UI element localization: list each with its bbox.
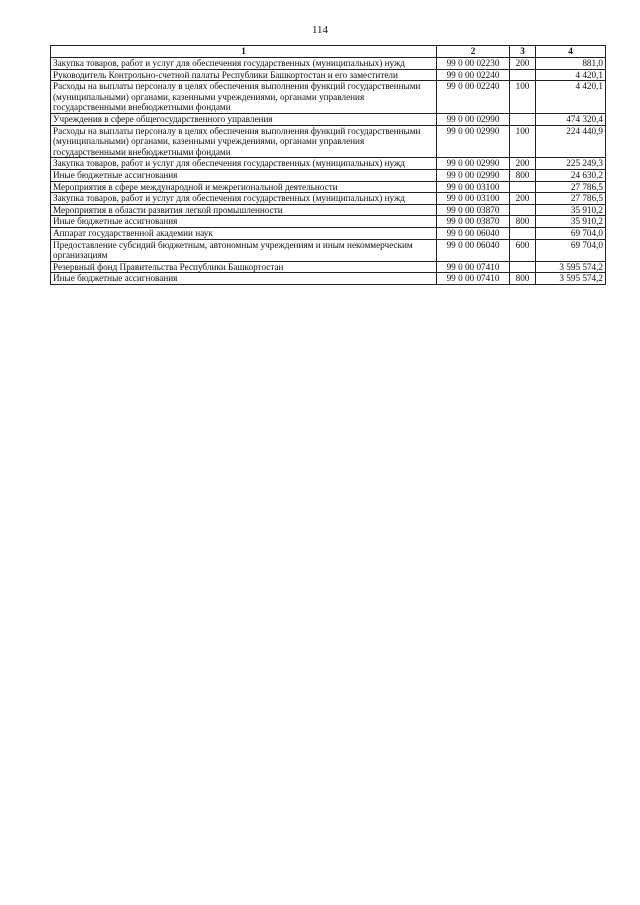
row-amount-cell: 881,0 [536,58,606,70]
row-expense-type-cell: 100 [510,81,536,114]
row-expense-type-cell [510,204,536,216]
row-code-cell: 99 0 00 03100 [437,193,510,205]
row-expense-type-cell: 600 [510,239,536,261]
budget-table [50,45,606,285]
row-amount-cell: 35 910,2 [536,216,606,228]
row-name-cell: Закупка товаров, работ и услуг для обеспечения государственных (муниципальных) нужд [51,193,437,205]
row-expense-type-cell [510,113,536,125]
table-row [51,273,606,285]
page-number: 114 [311,24,329,36]
row-expense-type-cell: 200 [510,158,536,170]
table-row [51,239,606,261]
row-code-cell: 99 0 00 02990 [437,113,510,125]
row-name-cell: Руководитель Контрольно-счетной палаты Республики Башкортостан и его заместители [51,69,437,81]
row-expense-type-cell: 800 [510,169,536,181]
row-amount-cell: 24 630,2 [536,169,606,181]
row-name-cell: Закупка товаров, работ и услуг для обеспечения государственных (муниципальных) нужд [51,158,437,170]
row-code-cell: 99 0 00 03870 [437,204,510,216]
row-code-cell: 99 0 00 06040 [437,239,510,261]
table-row [51,204,606,216]
table-row [51,69,606,81]
table-row [51,261,606,273]
table-body [51,58,606,285]
row-name-cell: Мероприятия в сфере международной и межрегиональной деятельности [51,181,437,193]
table-row [51,193,606,205]
column-header-amount: 4 [536,46,606,58]
row-code-cell: 99 0 00 02990 [437,169,510,181]
row-code-cell: 99 0 00 07410 [437,261,510,273]
row-amount-cell: 69 704,0 [536,239,606,261]
row-amount-cell: 4 420,1 [536,69,606,81]
row-code-cell: 99 0 00 02990 [437,125,510,158]
row-name-cell: Учреждения в сфере общегосударственного управления [51,113,437,125]
row-expense-type-cell [510,69,536,81]
column-header-name: 1 [51,46,437,58]
row-amount-cell: 474 320,4 [536,113,606,125]
row-expense-type-cell: 200 [510,193,536,205]
row-amount-cell: 27 786,5 [536,181,606,193]
row-expense-type-cell [510,227,536,239]
row-expense-type-cell: 100 [510,125,536,158]
table-row [51,227,606,239]
row-amount-cell: 69 704,0 [536,227,606,239]
row-code-cell: 99 0 00 06040 [437,227,510,239]
table-row [51,113,606,125]
row-code-cell: 99 0 00 02990 [437,158,510,170]
row-name-cell: Иные бюджетные ассигнования [51,216,437,228]
table-row [51,58,606,70]
row-amount-cell: 27 786,5 [536,193,606,205]
row-expense-type-cell: 800 [510,273,536,285]
row-amount-cell: 35 910,2 [536,204,606,216]
row-expense-type-cell: 800 [510,216,536,228]
row-code-cell: 99 0 00 02240 [437,81,510,114]
row-amount-cell: 4 420,1 [536,81,606,114]
table-row [51,125,606,158]
row-name-cell: Иные бюджетные ассигнования [51,169,437,181]
row-name-cell: Закупка товаров, работ и услуг для обеспечения государственных (муниципальных) нужд [51,58,437,70]
row-amount-cell: 3 595 574,2 [536,261,606,273]
row-amount-cell: 3 595 574,2 [536,273,606,285]
table-row [51,158,606,170]
row-name-cell: Иные бюджетные ассигнования [51,273,437,285]
row-name-cell: Аппарат государственной академии наук [51,227,437,239]
row-name-cell: Предоставление субсидий бюджетным, автономным учреждениям и иным некоммерческим организациям [51,239,437,261]
row-expense-type-cell [510,261,536,273]
table-row [51,216,606,228]
row-name-cell: Резервный фонд Правительства Республики Башкортостан [51,261,437,273]
table-row [51,169,606,181]
row-expense-type-cell [510,181,536,193]
column-header-code: 2 [437,46,510,58]
row-expense-type-cell: 200 [510,58,536,70]
row-name-cell: Расходы на выплаты персоналу в целях обеспечения выполнения функций государственными (муниципальными) органами, казенными учреждениями, органами управления государственными внебюджетными фондами [51,125,437,158]
row-code-cell: 99 0 00 03870 [437,216,510,228]
table-row [51,81,606,114]
table-row [51,181,606,193]
row-name-cell: Мероприятия в области развития легкой промышленности [51,204,437,216]
column-header-expense-type: 3 [510,46,536,58]
row-code-cell: 99 0 00 03100 [437,181,510,193]
row-amount-cell: 225 249,3 [536,158,606,170]
row-code-cell: 99 0 00 02240 [437,69,510,81]
row-amount-cell: 224 440,9 [536,125,606,158]
row-name-cell: Расходы на выплаты персоналу в целях обеспечения выполнения функций государственными (муниципальными) органами, казенными учреждениями, органами управления государственными внебюджетными фондами [51,81,437,114]
table-header-row [51,46,606,58]
row-code-cell: 99 0 00 02230 [437,58,510,70]
row-code-cell: 99 0 00 07410 [437,273,510,285]
